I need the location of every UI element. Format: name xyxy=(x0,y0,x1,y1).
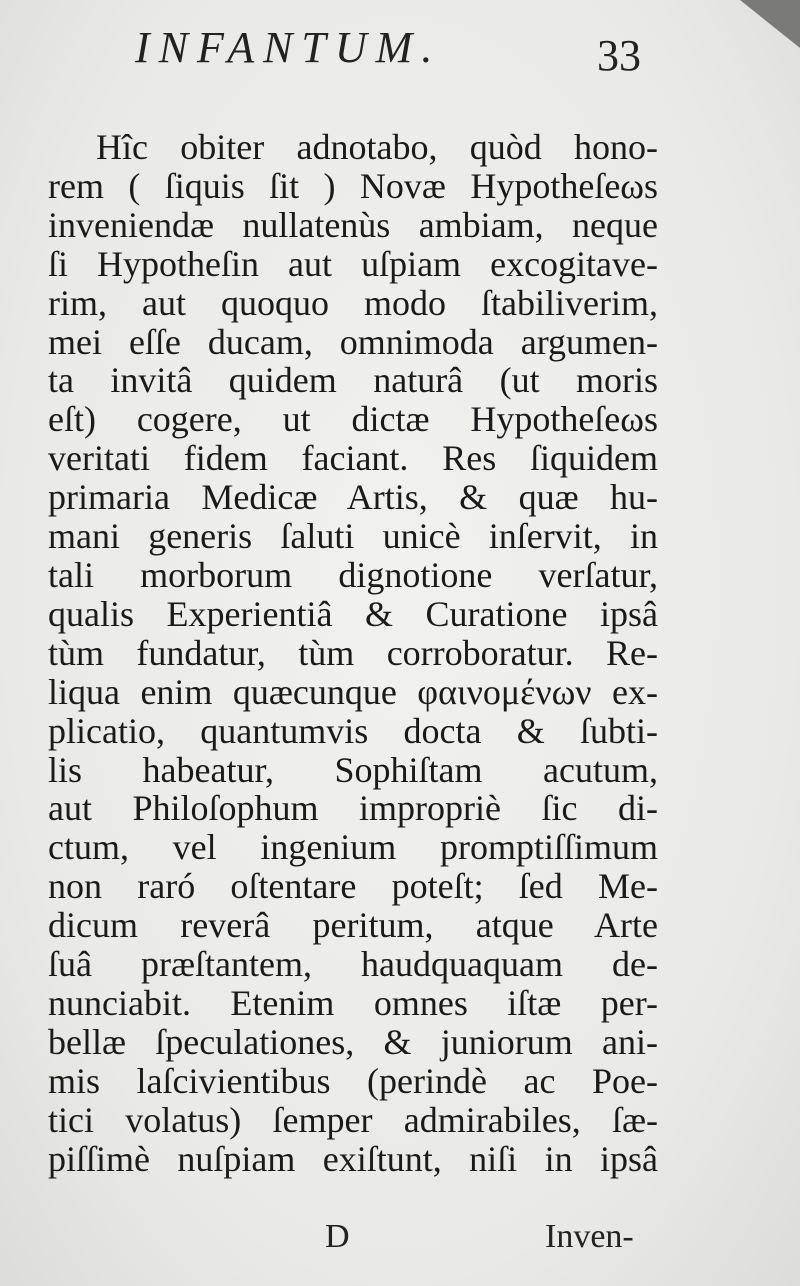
text-line: tici volatus) ſemper admirabiles, ſæ- xyxy=(48,1099,658,1140)
text-line: dicum reverâ peritum, atque Arte xyxy=(48,905,658,946)
page-number: 33 xyxy=(597,31,641,80)
text-line: tali morborum dignotione verſatur, xyxy=(48,554,658,595)
page-corner-shadow xyxy=(740,0,800,48)
body-text xyxy=(48,128,658,1178)
text-line: bellæ ſpeculationes, & juniorum ani- xyxy=(48,1021,658,1062)
text-line: ctum, vel ingenium promptiſſimum xyxy=(48,827,658,868)
text-line: Hîc obiter adnotabo, quòd hono- xyxy=(96,127,658,167)
text-line: ta invitâ quidem naturâ (ut moris xyxy=(48,360,658,401)
text-line: mei eſſe ducam, omnimoda argumen- xyxy=(48,321,658,362)
text-line: mis laſcivientibus (perindè ac Poe- xyxy=(48,1060,658,1101)
text-line: qualis Experientiâ & Curatione ipsâ xyxy=(48,593,658,634)
text-line: rem ( ſiquis ſit ) Novæ Hypotheſeωs xyxy=(48,165,658,206)
text-line: non raró oſtentare poteſt; ſed Me- xyxy=(48,866,658,907)
text-line: inveniendæ nullatenùs ambiam, neque xyxy=(48,204,658,245)
text-line: ſuâ præſtantem, haudquaquam de- xyxy=(48,944,658,985)
signature-mark: D xyxy=(325,1218,350,1255)
text-line: tùm fundatur, tùm corroboratur. Re- xyxy=(48,632,658,673)
text-line: aut Philoſophum impropriè ſic di- xyxy=(48,788,658,829)
text-line: veritati fidem faciant. Res ſiquidem xyxy=(48,438,658,479)
text-line: liqua enim quæcunque φαινομένων ex- xyxy=(48,671,658,712)
text-line: ſi Hypotheſin aut uſpiam excogitave- xyxy=(48,243,658,284)
text-line: piſſimè nuſpiam exiſtunt, niſi in ipsâ xyxy=(48,1138,658,1179)
catchword: Inven- xyxy=(545,1218,634,1255)
text-line: rim, aut quoquo modo ſtabiliverim, xyxy=(48,282,658,323)
text-line: nunciabit. Etenim omnes iſtæ per- xyxy=(48,982,658,1023)
text-line: lis habeatur, Sophiſtam acutum, xyxy=(48,749,658,790)
text-line: primaria Medicæ Artis, & quæ hu- xyxy=(48,477,658,518)
text-line: plicatio, quantumvis docta & ſubti- xyxy=(48,710,658,751)
running-head: INFANTUM. xyxy=(135,23,442,72)
text-line: mani generis ſaluti unicè inſervit, in xyxy=(48,516,658,557)
text-line: eſt) cogere, ut dictæ Hypotheſeωs xyxy=(48,399,658,440)
